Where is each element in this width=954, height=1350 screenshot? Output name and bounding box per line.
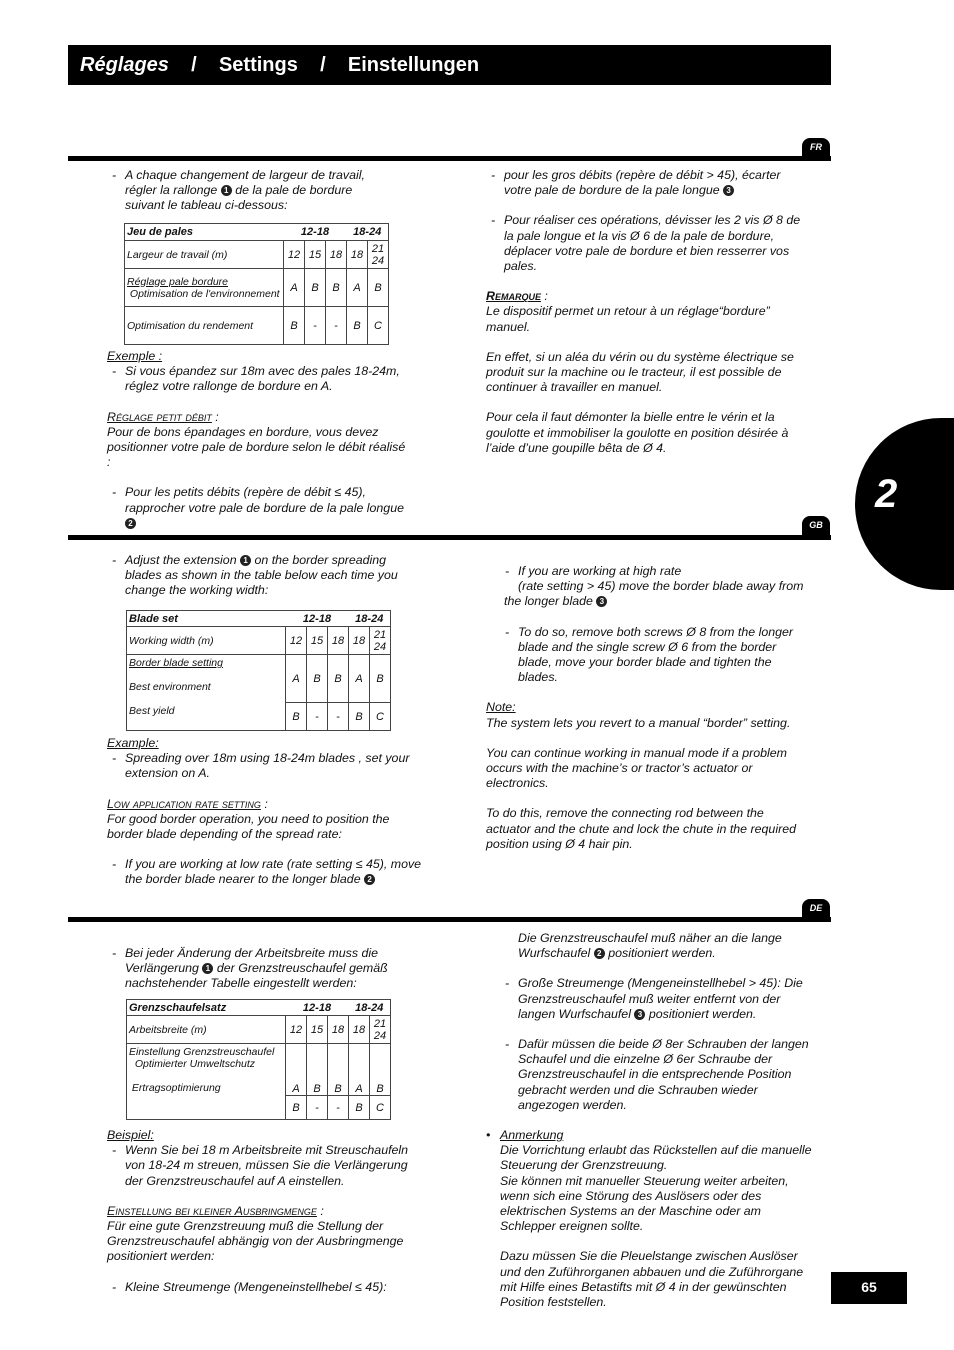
gb-settings-table [126,610,391,731]
table-cell: B [347,307,368,345]
gb-note-1: The system lets you revert to a manual “border” setting. [486,715,791,730]
table-cell: - [307,1096,328,1120]
table-row-label: Largeur de travail (m) [125,241,284,269]
table-cell: 12 [284,241,305,269]
table-cell: - [305,307,326,345]
table-cell: B [307,1044,328,1096]
fr-left-column [107,168,407,214]
page-header [68,45,831,85]
section-rule-fr [68,156,831,161]
table-cell: B [328,1044,349,1096]
de-intro: - Bei jeder Änderung der Arbeitsbreite muss die Verlängerung 1 der Grenzstreuschaufel gemäß nachstehender Tabelle eingestellt werden: [112,946,388,991]
marker-1-icon: 1 [240,555,251,566]
fr-low-rate-heading: Réglage petit débit : [107,409,219,424]
table-row-label: Working width (m) [127,627,286,655]
table-header: 12-18 [286,611,349,627]
marker-1-icon: 1 [221,185,232,196]
chapter-number: 2 [875,472,898,516]
fr-settings-table [124,223,389,345]
table-cell: 15 [307,627,328,655]
de-low-rate-item: - Kleine Streumenge (Mengeneinstellhebel ≤ 45): [112,1279,387,1294]
table-cell: 18 [347,241,368,269]
de-note-1: Die Vorrichtung erlaubt das Rückstellen auf die manuelle Steuerung der Grenzstreuung. [500,1143,812,1173]
table-cell: B [307,655,328,703]
table-cell: 12 [286,627,307,655]
fr-left-column-lower [107,349,407,531]
title-fr: Réglages [80,54,169,76]
marker-3-icon: 3 [596,596,607,607]
marker-2-icon: 2 [125,518,136,529]
table-cell: 18 [349,627,370,655]
marker-2-icon: 2 [364,874,375,885]
table-row-label: Ertragsoptimierung [131,1082,221,1094]
table-cell: 18 [326,241,347,269]
table-cell: C [370,703,391,731]
table-cell: A [347,269,368,307]
table-cell: - [328,703,349,731]
title-en: Settings [218,54,298,76]
de-low-rate-text: Für eine gute Grenzstreuung muß die Stellung der Grenzstreuschaufel abhängig von der Ausbringmenge positioniert werden: [107,1219,404,1264]
gb-low-rate-text: For good border operation, you need to position the border blade depending of the spread rate: [107,811,390,842]
fr-low-rate-item: - Pour les petits débits (repère de débit ≤ 45), rapprocher votre pale de bordure de la pale longue 2 [112,485,404,528]
table-cell: C [368,307,389,345]
table-cell: 21 24 [370,627,391,655]
table-cell: - [326,307,347,345]
section-rule-de [68,917,831,922]
gb-left-column [107,553,417,599]
gb-example: - Spreading over 18m using 18-24m blades , set your extension on A. [112,751,410,781]
table-cell: B [328,655,349,703]
gb-low-rate-heading: Low application rate setting : [107,796,268,811]
table-cell: B [368,269,389,307]
de-operation-item: - Dafür müssen die beide Ø 8er Schrauben der langen Schaufel und die einzelne Ø 6er Schraube der Grenzstreuschaufel in die entsprechende Position gebracht werden und die Schrauben wieder angezogen werden. [505,1037,809,1112]
marker-1-icon: 1 [202,963,213,974]
de-example: - Wenn Sie bei 18 m Arbeitsbreite mit Streuschaufeln von 18-24 m streuen, müssen Sie die Verlängerung der Grenzstreuschaufel auf A einstellen. [112,1143,409,1188]
de-example-title: Beispiel: [107,1128,154,1142]
chapter-tab [855,418,954,590]
fr-note-heading: Remarque : [486,289,548,304]
table-cell: A [349,655,370,703]
table-row-label: Optimisation du rendement [125,307,284,345]
table-cell: B [370,655,391,703]
gb-intro: - Adjust the extension 1 on the border spreading blades as shown in the table below each time you change the working width: [112,553,398,598]
marker-3-icon: 3 [634,1009,645,1020]
title-separator: / [320,54,326,76]
table-cell: B [305,269,326,307]
de-high-rate-item: - Große Streumenge (Mengeneinstellhebel > 45): Die Grenzstreuschaufel muß weiter entfernt von der langen Wurfschaufel 3 positioniert werden. [505,976,803,1021]
fr-example-title: Exemple : [107,349,163,363]
table-cell: B [286,1096,307,1120]
table-cell: 21 24 [370,1016,391,1044]
gb-left-column-lower [107,736,422,888]
table-header: 12-18 [284,224,347,241]
gb-example-title: Example: [107,736,159,750]
fr-note-3: Pour cela il faut démonter la bielle entre le vérin et la goulotte et immobiliser la goulotte en position désirée à l’aide d’une goupille bêta de Ø 4. [486,410,789,455]
table-row-label: Optimierter Umweltschutz [134,1058,256,1070]
de-note-3: Dazu müssen Sie die Pleuelstange zwischen Auslöser und den Zuführorganen abbauen und die Zuführorgane mit Hilfe eines Betastifts mit Ø 4 in der gewünschten Position feststellen. [500,1249,804,1310]
de-settings-table [126,999,391,1120]
table-cell: B [370,1044,391,1096]
table-row-label: Einstellung Grenzstreuschaufel [129,1046,275,1058]
page-number: 65 [831,1272,907,1304]
table-cell: - [307,703,328,731]
table-cell: 12 [286,1016,307,1044]
table-header: Grenzschaufelsatz [127,1000,286,1016]
de-left-column-lower [107,1128,422,1295]
fr-note-2: En effet, si un aléa du vérin ou du système électrique se produit sur la machine ou le tracteur, il est possible de continuer à travailler en manuel. [486,349,794,395]
fr-low-rate-text: Pour de bons épandages en bordure, vous devez positionner votre pale de bordure selon le débit réalisé : [107,424,406,470]
table-header: 18-24 [349,1000,391,1016]
table-cell: B [349,1096,370,1120]
de-low-rate-heading: Einstellung bei kleiner Ausbringmenge : [107,1203,324,1218]
table-cell: C [370,1096,391,1120]
table-row-label: Optimisation de l'environnement [129,287,280,300]
title-de: Einstellungen [347,54,480,76]
gb-note-heading: Note: [486,700,516,715]
table-header: 18-24 [349,611,391,627]
language-tag-de: DE [802,899,830,918]
table-cell: B [284,307,305,345]
fr-intro: - A chaque changement de largeur de travail, régler la rallonge 1 de la pale de bordure suivant le tableau ci-dessous: [112,168,365,213]
table-row-label: Border blade setting [129,657,223,669]
table-header: Jeu de pales [125,224,284,241]
gb-operation-item: - To do so, remove both screws Ø 8 from the longer blade and the single screw Ø 6 from the border blade, move your border blade and tighten the blades. [505,624,794,685]
de-left-column [107,946,417,992]
fr-note-1: Le dispositif permet un retour à un réglage“bordure” manuel. [486,304,770,334]
table-cell: 18 [349,1016,370,1044]
language-tag-gb: GB [802,516,830,535]
table-header: 18-24 [347,224,389,241]
table-cell: A [286,1044,307,1096]
table-cell: 18 [328,1016,349,1044]
table-cell: 21 24 [368,241,389,269]
title-separator: / [191,54,197,76]
table-cell: A [284,269,305,307]
table-cell: - [328,1096,349,1120]
table-cell: 18 [328,627,349,655]
gb-right-column [486,564,811,852]
fr-example: - Si vous épandez sur 18m avec des pales 18-24m, réglez votre rallonge de bordure en A. [112,364,400,394]
de-note-heading: • Anmerkung [486,1128,564,1143]
table-row-label: Best yield [129,705,175,717]
gb-note-2: You can continue working in manual mode if a problem occurs with the machine’s or tractor’s actuator or electronics. [486,745,787,791]
de-right-column [486,931,816,1310]
language-tag-fr: FR [802,138,830,157]
table-cell: A [349,1044,370,1096]
table-cell: 15 [305,241,326,269]
gb-note-3: To do this, remove the connecting rod between the actuator and the chute and lock the chute in the required position using Ø 4 hair pin. [486,806,796,851]
table-row-label: Best environment [129,681,211,693]
table-cell: B [286,703,307,731]
table-cell: 15 [307,1016,328,1044]
table-row-label: Réglage pale bordure [127,275,228,288]
table-cell: B [349,703,370,731]
section-rule-gb [68,535,831,540]
table-row-label: Arbeitsbreite (m) [127,1016,286,1044]
de-note-2: Sie können mit manueller Steuerung weiter arbeiten, wenn sich eine Störung des Auslösers oder des elektrischen Systems an der Maschine oder am Schlepper ereignen sollte. [500,1173,789,1234]
table-header: 12-18 [286,1000,349,1016]
fr-right-column [486,168,811,456]
table-cell: A [286,655,307,703]
table-header: Blade set [127,611,286,627]
fr-operation-item: - Pour réaliser ces opérations, dévisser les 2 vis Ø 8 de la pale longue et la vis Ø 6 de la pale de bordure, déplacer votre pale de bordure et bien resserrer vos pales. [491,213,801,274]
gb-high-rate-item: - If you are working at high rate (rate setting > 45) move the border blade away from the longer blade 3 [504,564,804,609]
marker-2-icon: 2 [594,948,605,959]
table-cell: B [326,269,347,307]
de-low-rate-continued: Die Grenzstreuschaufel muß näher an die lange Wurfschaufel 2 positioniert werden. [518,931,782,961]
fr-high-rate-item: - pour les gros débits (repère de débit > 45), écarter votre pale de bordure de la pale longue 3 [491,168,781,198]
gb-low-rate-item: - If you are working at low rate (rate setting ≤ 45), move the border blade nearer to the longer blade 2 [112,857,422,887]
marker-3-icon: 3 [723,185,734,196]
